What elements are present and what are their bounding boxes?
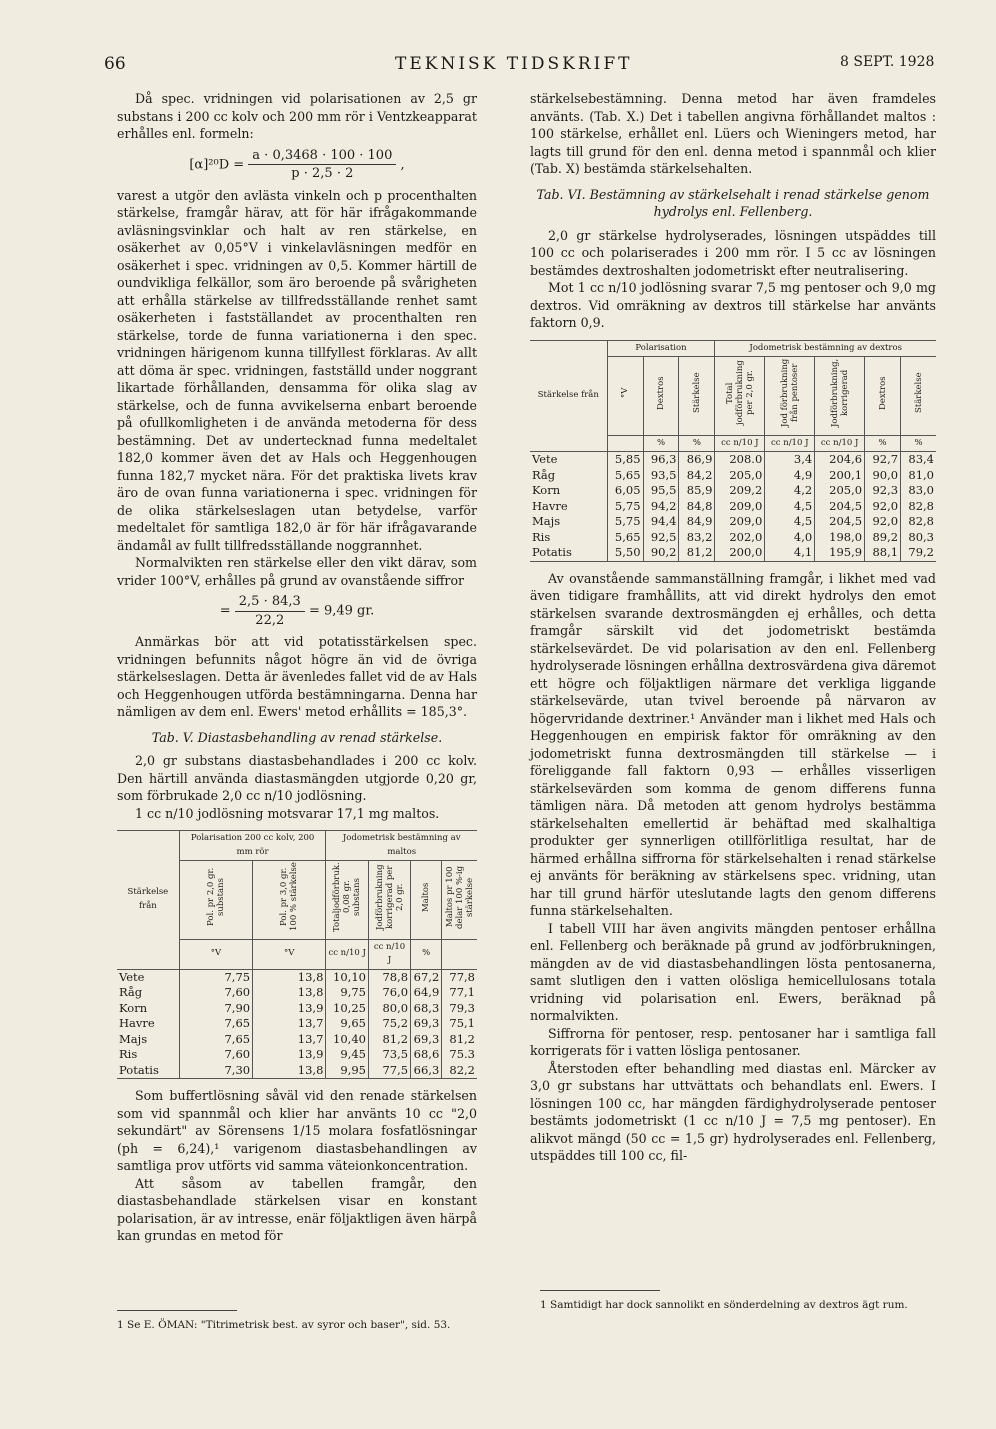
column-unit: °V	[253, 939, 326, 969]
paragraph: Att såsom av tabellen framgår, den diastasbehandlade stärkelsen visar en konstant polarisation, är av intresse, enär följaktligen även härpå kan grundas en metod för	[117, 1175, 477, 1243]
column-header	[765, 357, 815, 436]
row-label: Vete	[119, 969, 145, 984]
table-cell: 13,8	[253, 985, 326, 1001]
column-unit: cc n/10 J	[765, 435, 815, 452]
formula-numerator: a · 0,3468 · 100 · 100	[248, 147, 396, 166]
issue-date: 8 SEPT. 1928	[840, 54, 935, 70]
column-header	[679, 357, 715, 436]
table-cell: 66,3	[411, 1063, 442, 1079]
table-cell: 7,60	[179, 1047, 252, 1063]
table-cell: 5,65	[607, 468, 643, 484]
table-cell: 7,90	[179, 1001, 252, 1017]
paragraph: Återstoden efter behandling med diastas enl. Märcker av 3,0 gr substans har uttvättats och behandlats enl. Ewers. I lösningen 100 cc, har mängden färdighydrolyserade pentoser bestämts jodometriskt (1 cc n/10 J = 7,5 mg pentoser). En alikvot mängd (50 cc = 1,5 gr) hydrolyserades enl. Fellenberg, utspäddes till 100 cc, fil-	[530, 1060, 936, 1163]
column-unit	[607, 435, 643, 452]
table-cell: 10,25	[326, 1001, 369, 1017]
formula-fraction	[248, 147, 396, 183]
formula-normal-weight	[117, 593, 477, 629]
table-cell: 75,2	[368, 1016, 410, 1032]
row-label: Vete	[532, 452, 558, 466]
table-cell: 92,0	[865, 499, 901, 515]
column-label: Totaljodförbruk. 0,08 gr. substans	[332, 862, 363, 932]
row-label: Korn	[119, 1000, 148, 1015]
table-cell: 89,2	[865, 530, 901, 546]
footnote-rule	[540, 1290, 660, 1291]
paragraph: 2,0 gr substans diastasbehandlades i 200 cc kolv. Den härtill använda diastasmängden utgjorde 0,20 gr, som förbrukade 2,0 cc n/10 jodlösning.	[117, 753, 477, 803]
table-row	[117, 985, 477, 1001]
column-header	[607, 357, 643, 436]
row-label: Havre	[532, 498, 568, 513]
table-cell: 195,9	[815, 545, 865, 561]
table-cell: 82,8	[901, 514, 936, 530]
table-cell: 82,2	[442, 1063, 477, 1079]
table-cell: 92,0	[865, 514, 901, 530]
column-header	[815, 357, 865, 436]
table-cell: 69,3	[411, 1032, 442, 1048]
column-unit: cc n/10 J	[715, 435, 765, 452]
row-label: Ris	[119, 1047, 138, 1061]
paragraph: Mot 1 cc n/10 jodlösning svarar 7,5 mg pentoser och 9,0 mg dextros. Vid omräkning av dextros till stärkelse har använts faktorn 0,9.	[530, 280, 936, 330]
table-cell: 9,65	[326, 1016, 369, 1032]
table-cell: 13,9	[253, 1001, 326, 1017]
column-label: Jodförbrukning korrigerad per 2,0 gr.	[374, 864, 405, 930]
table-cell: 96,3	[643, 452, 679, 468]
table-cell: 94,2	[643, 499, 679, 515]
table-cell: 86,9	[679, 452, 715, 468]
table-cell: 79,2	[901, 545, 936, 561]
page-number: 66	[104, 54, 126, 74]
column-header	[865, 357, 901, 436]
group-header: Polarisation	[607, 340, 715, 357]
column-label: Jod förbrukning från pentoser	[779, 358, 800, 428]
column-header	[715, 357, 765, 436]
table-row	[117, 1001, 477, 1017]
table-cell: 200,1	[815, 468, 865, 484]
paragraph: 2,0 gr stärkelse hydrolyserades, lösningen utspäddes till 100 cc och polariserades i 200 mm rör. I 5 cc av lösningen bestämdes dextroshalten jodometriskt efter neutralisering.	[530, 227, 936, 278]
column-unit: %	[411, 939, 442, 969]
table-cell: 68,3	[411, 1001, 442, 1017]
table-cell: 3,4	[765, 452, 815, 468]
group-header: Jodometrisk bestämning av dextros	[715, 340, 936, 357]
table-cell: 94,4	[643, 514, 679, 530]
column-unit: °V	[179, 939, 252, 969]
column-header	[411, 861, 442, 940]
row-label: Potatis	[530, 545, 607, 561]
column-unit: cc n/10 J	[326, 939, 369, 969]
table-row	[530, 468, 936, 484]
footnote-left: 1 Se E. ÖMAN: "Titrimetrisk best. av syror och baser", sid. 53.	[117, 1319, 451, 1331]
paragraph: 1 cc n/10 jodlösning motsvarar 17,1 mg maltos.	[135, 805, 440, 821]
journal-title: TEKNISK TIDSKRIFT	[395, 54, 633, 74]
table-cell: 208.0	[715, 452, 765, 468]
table-cell: 4,1	[765, 545, 815, 561]
paragraph: Anmärkas bör att vid potatisstärkelsen spec. vridningen befunnits något högre än vid de övriga stärkelseslagen. Detta är ävenledes fallet vid de av Hals och Heggenhougen utförda bestämningarna. Denna har nämligen av dem enl. Ewers' metod erhållits = 185,3°.	[117, 634, 477, 719]
table-cell: 84,9	[679, 514, 715, 530]
paragraph: Som buffertlösning såväl vid den renade stärkelsen som vid spannmål och klier har använts 10 cc "2,0 sekundärt" av Sörensens 1/15 molara fosfatlösningar (ph = 6,24),¹ varigenom diastasbehandlingen av samtliga prov utförts vid samma väteionkoncentration.	[117, 1088, 477, 1173]
footnote-rule	[117, 1310, 237, 1311]
column-header	[253, 861, 326, 940]
row-label: Potatis	[117, 1063, 179, 1079]
column-header	[643, 357, 679, 436]
formula-fraction	[235, 593, 305, 629]
column-unit: cc n/10 J	[815, 435, 865, 452]
table-cell: 200,0	[715, 545, 765, 561]
table-cell: 76,0	[368, 985, 410, 1001]
right-column	[530, 90, 936, 1165]
table-row	[530, 545, 936, 561]
row-label: Havre	[119, 1016, 155, 1030]
row-label: Råg	[119, 985, 143, 999]
table-cell: 95,5	[643, 483, 679, 499]
column-unit: %	[643, 435, 679, 452]
table-cell: 5,75	[607, 499, 643, 515]
table-cell: 88,1	[865, 545, 901, 561]
table-cell: 93,5	[643, 468, 679, 484]
table-cell: 13,7	[253, 1016, 326, 1032]
table-cell: 73,5	[368, 1047, 410, 1063]
table-row	[117, 1063, 477, 1079]
table-cell: 204,6	[815, 452, 865, 468]
column-label: Stärkelse	[913, 372, 924, 414]
row-label: Råg	[532, 467, 556, 482]
table-cell: 10,40	[326, 1032, 369, 1048]
column-header	[326, 861, 369, 940]
column-label: Maltos	[421, 882, 432, 912]
table-cell: 4,2	[765, 483, 815, 499]
table-row	[530, 499, 936, 515]
table-cell: 9,45	[326, 1047, 369, 1063]
table-cell: 7,75	[179, 969, 252, 985]
table-cell: 81,0	[901, 468, 936, 484]
paragraph: I tabell VIII har även angivits mängden pentoser erhållna enl. Fellenberg och beräknade på grund av jodförbrukningen, mängden av de vid diastasbehandlingen lösta pentosanerna, samt slutligen den i vatten olösliga hemicellulosans totala vridning vid polarisation enl. Ewers, beräknad på normalvikten.	[530, 920, 936, 1023]
column-label: Pol. pr 2,0 gr. substans	[205, 867, 226, 927]
column-header	[901, 357, 936, 436]
formula-tail: = 9,49 gr.	[308, 603, 375, 619]
table-cell: 5,65	[607, 530, 643, 546]
row-header: Stärkelse från	[530, 340, 607, 452]
paragraph: stärkelsebestämning. Denna metod har även framdeles använts. (Tab. X.) Det i tabellen angivna förhållandet maltos : 100 stärkelse, erhållet enl. Lüers och Wieningers metod, har lagts till grund för den enl. denna metod i spannmål och klier (Tab. X) bestämda stärkelsehalten.	[530, 91, 936, 176]
table-cell: 5,75	[607, 514, 643, 530]
table-cell: 7,30	[179, 1063, 252, 1079]
table-cell: 85,9	[679, 483, 715, 499]
table-cell: 205,0	[815, 483, 865, 499]
table-row	[530, 514, 936, 530]
column-label: Pol. pr 3,0 gr. 100 % stärkelse	[279, 862, 300, 932]
table-cell: 69,3	[411, 1016, 442, 1032]
table-cell: 4,9	[765, 468, 815, 484]
column-label: Stärkelse	[691, 372, 702, 414]
table-cell: 82,8	[901, 499, 936, 515]
column-unit: cc n/10 J	[368, 939, 410, 969]
column-unit: %	[865, 435, 901, 452]
table-cell: 13,7	[253, 1032, 326, 1048]
table-cell: 80,0	[368, 1001, 410, 1017]
table-cell: 84,8	[679, 499, 715, 515]
formula-tail: ,	[400, 157, 405, 172]
column-label: °V	[620, 387, 631, 399]
table-cell: 7,65	[179, 1032, 252, 1048]
column-header	[368, 861, 410, 940]
table-cell: 13,9	[253, 1047, 326, 1063]
table-cell: 5,85	[607, 452, 643, 468]
table-row	[530, 530, 936, 546]
formula-specific-rotation	[117, 147, 477, 183]
table-cell: 5,50	[607, 545, 643, 561]
paragraph: Av ovanstående sammanställning framgår, i likhet med vad även tidigare framhållits, att vid direkt hydrolys den emot stärkelsen svarande dextrosmängden ej erhålles, och detta framgår särskilt vid det jodometriskt bestämda stärkelsevärdet. De vid polarisation av den enl. Fellenberg hydrolyserade lösningen erhållna dextrosvärdena giva däremot ett högre och följaktligen närmare det verkliga liggande stärkelsevärde, utan tvivel beroende på närvaron av högervridande dextriner.¹ Använder man i likhet med Hals och Heggenhougen en empirisk faktor för omräkning av den jodometriskt funna dextrosmängden till stärkelse — i föreliggande fall faktorn 0,93 — erhålles visserligen stärkelsevärden som komma de genom differens funna tämligen nära. Då metoden att genom hydrolys bestämma stärkelsehalten emellertid är behäftad med skalhaltiga produkter ger synnerligen otillförlitliga resultat, har de härmed erhållna siffrorna för stärkelsehalten i renad stärkelse ej använts för beräkning av stärkelsens spec. vridning, utan har till grund härför uteslutande lagts den genom differens funna stärkelsehalten.	[530, 570, 936, 918]
formula-denominator: p · 2,5 · 2	[291, 166, 354, 181]
table-cell: 209,0	[715, 499, 765, 515]
column-label: Maltos pr 100 delar 100 %-ig stärkelse	[444, 865, 475, 929]
table-cell: 78,8	[368, 969, 410, 985]
table-cell: 202,0	[715, 530, 765, 546]
table-cell: 81,2	[368, 1032, 410, 1048]
table-cell: 90,2	[643, 545, 679, 561]
table-vi	[530, 340, 936, 562]
column-header	[442, 861, 477, 940]
column-label: Dextros	[655, 376, 666, 410]
table-cell: 92,5	[643, 530, 679, 546]
paragraph: Normalvikten ren stärkelse eller den vikt därav, som vrider 100°V, erhålles på grund av ovanstående siffror	[117, 555, 477, 588]
table-row	[117, 1032, 477, 1048]
table-cell: 81,2	[679, 545, 715, 561]
column-unit: %	[679, 435, 715, 452]
paragraph: Siffrorna för pentoser, resp. pentosaner har i samtliga fall korrigerats för i vatten lösliga pentosaner.	[530, 1025, 936, 1058]
table-cell: 9,75	[326, 985, 369, 1001]
table-cell: 75.3	[442, 1047, 477, 1063]
table-row	[117, 969, 477, 985]
table-cell: 9,95	[326, 1063, 369, 1079]
table-cell: 92,3	[865, 483, 901, 499]
table-cell: 92,7	[865, 452, 901, 468]
footnote-right: 1 Samtidigt har dock sannolikt en sönderdelning av dextros ägt rum.	[540, 1299, 908, 1311]
paragraph: Då spec. vridningen vid polarisationen av 2,5 gr substans i 200 cc kolv och 200 mm rör i Ventzkeapparat erhålles enl. formeln:	[117, 91, 477, 141]
table-cell: 77,1	[442, 985, 477, 1001]
table-cell: 83,2	[679, 530, 715, 546]
table-cell: 67,2	[411, 969, 442, 985]
table-cell: 10,10	[326, 969, 369, 985]
row-label: Majs	[532, 514, 561, 528]
table-row	[117, 1047, 477, 1063]
table-cell: 4,0	[765, 530, 815, 546]
table-row	[117, 1016, 477, 1032]
column-label: Dextros	[877, 376, 888, 410]
table-cell: 80,3	[901, 530, 936, 546]
table-cell: 209,0	[715, 514, 765, 530]
table-cell: 64,9	[411, 985, 442, 1001]
table-cell: 209,2	[715, 483, 765, 499]
table-cell: 7,60	[179, 985, 252, 1001]
row-label: Korn	[532, 483, 561, 497]
table-cell: 198,0	[815, 530, 865, 546]
table-cell: 77,5	[368, 1063, 410, 1079]
row-label: Majs	[119, 1031, 148, 1046]
column-unit: %	[901, 435, 936, 452]
column-header	[179, 861, 252, 940]
table-cell: 79,3	[442, 1001, 477, 1017]
table-cell: 205,0	[715, 468, 765, 484]
table-cell: 204,5	[815, 499, 865, 515]
table-cell: 81,2	[442, 1032, 477, 1048]
row-label: Ris	[532, 529, 551, 544]
table-cell: 4,5	[765, 514, 815, 530]
table-cell: 7,65	[179, 1016, 252, 1032]
table-cell: 90,0	[865, 468, 901, 484]
formula-denominator: 22,2	[255, 612, 285, 628]
table-cell: 13,8	[253, 969, 326, 985]
group-header: Jodometrisk bestämning av maltos	[326, 831, 477, 861]
table-cell: 75,1	[442, 1016, 477, 1032]
table-cell: 84,2	[679, 468, 715, 484]
table-cell: 83,4	[901, 452, 936, 468]
row-header: Stärkelse från	[117, 831, 179, 970]
formula-lhs: [α]²⁰D =	[189, 157, 245, 172]
column-label: Total jodförbrukning per 2,0 gr.	[724, 360, 755, 426]
table-cell: 77,8	[442, 969, 477, 985]
column-unit	[442, 939, 477, 969]
table-cell: 83,0	[901, 483, 936, 499]
table-cell: 6,05	[607, 483, 643, 499]
table-v	[117, 830, 477, 1079]
column-label: Jodförbrukning, korrigerad	[829, 358, 850, 428]
table-cell: 68,6	[411, 1047, 442, 1063]
table-cell: 13,8	[253, 1063, 326, 1079]
formula-numerator: 2,5 · 84,3	[235, 593, 305, 612]
table-cell: 4,5	[765, 499, 815, 515]
table-row	[530, 483, 936, 499]
table-cell: 204,5	[815, 514, 865, 530]
group-header: Polarisation 200 cc kolv, 200 mm rör	[179, 831, 326, 861]
table-row	[530, 452, 936, 468]
formula-lhs: =	[219, 603, 231, 619]
left-column	[117, 90, 477, 1245]
table-vi-title: Tab. VI. Bestämning av stärkelsehalt i renad stärkelse genom hydrolys enl. Fellenberg.	[536, 186, 930, 219]
paragraph: varest a utgör den avlästa vinkeln och p procenthalten stärkelse, framgår härav, att för här ifrågakommande avläsningsvinklar och halt av ren stärkelse, en osäkerhet av 0,05°V i vinkelavläsningen medför en osäkerhet i spec. vridningen av 0,5. Kommer härtill de oundvikliga felkällor, som äro beroende på svårigheten att erhålla stärkelse av tillfredsställande renhet samt osäkerheten i fastställandet av procenthalten ren stärkelse, torde de funna variationerna i den spec. vridningen härigenom kunna tillfyllest förklaras. Av allt att döma är spec. vridningen, fastställd under noggrant likartade förhållanden, densamma för olika slag av stärkelse, och de funna avvikelserna enbart beroende på ofullkomligheten i de använda metoderna för dess bestämning. Det av undertecknad funna medeltalet 182,0 kommer även det av Hals och Heggenhougen funna 182,7 mycket nära. För det praktiska livets krav äro de ovan funna variationerna i spec. vridningen för de olika stärkelseslagen utan betydelse, varför medeltalet för samtliga 182,0 är för här ifrågavarande ändamål av fullt tillfredsställande noggrannhet.	[117, 187, 477, 553]
table-v-title: Tab. V. Diastasbehandling av renad stärkelse.	[151, 729, 443, 745]
